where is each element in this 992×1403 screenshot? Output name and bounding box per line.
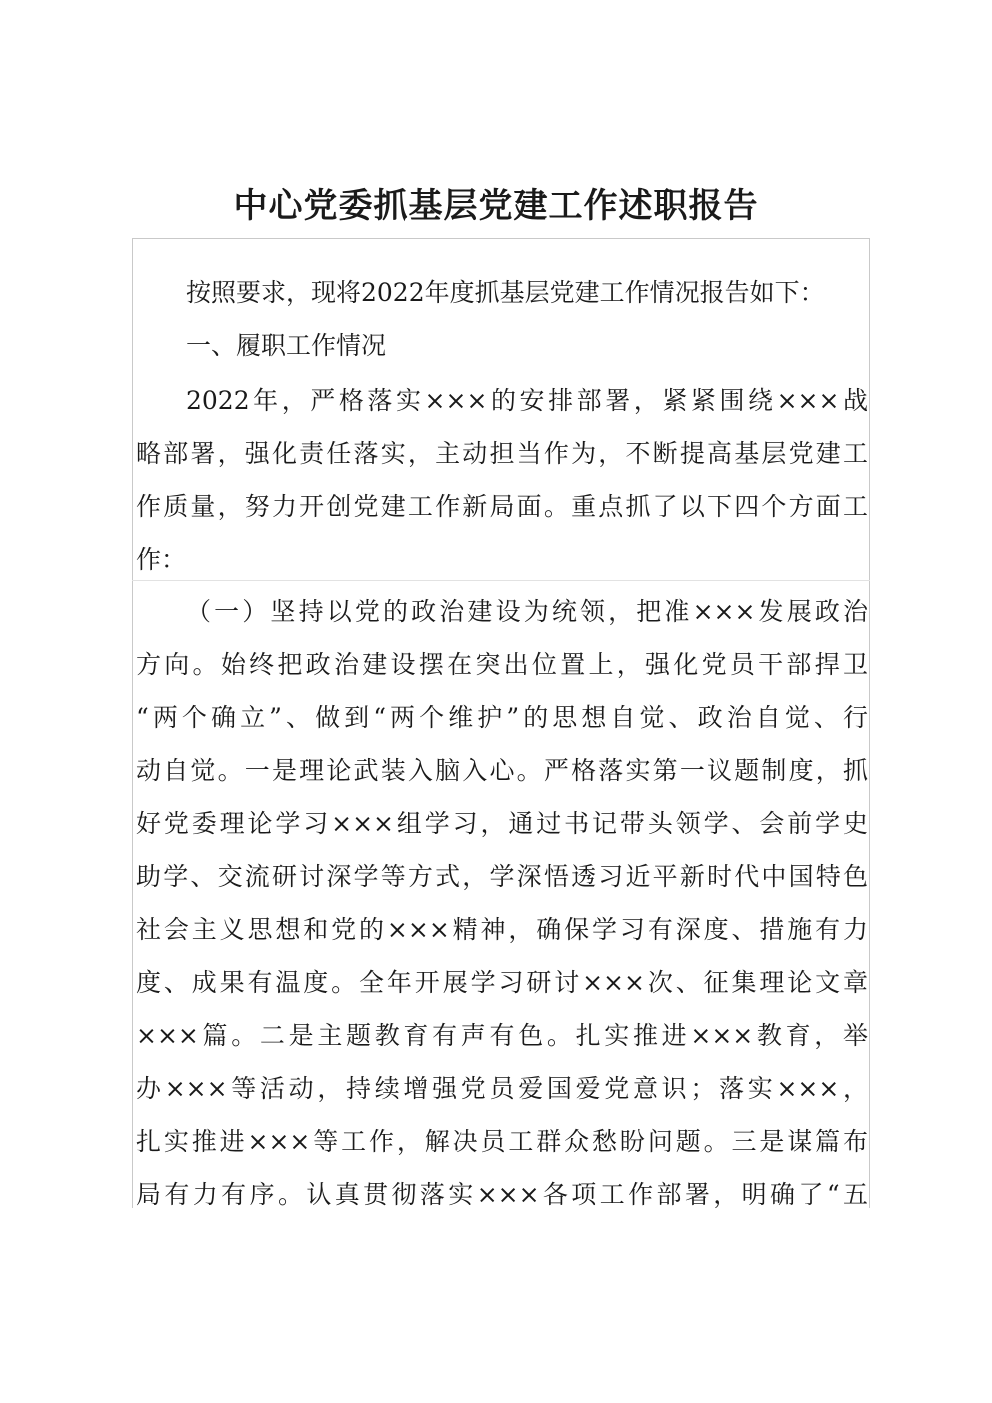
paragraph-line: 度、成果有温度。全年开展学习研讨×××次、征集理论文章 xyxy=(136,968,868,997)
paragraph-line: 扎实推进×××等工作，解决员工群众愁盼问题。三是谋篇布 xyxy=(136,1127,868,1156)
frame-right-border xyxy=(869,238,870,1208)
paragraph-line: 略部署，强化责任落实，主动担当作为，不断提高基层党建工 xyxy=(136,439,868,468)
paragraph-line: 动自觉。一是理论武装入脑入心。严格落实第一议题制度，抓 xyxy=(136,756,868,785)
paragraph-line: 社会主义思想和党的×××精神，确保学习有深度、措施有力 xyxy=(136,915,868,944)
paragraph-line: 作： xyxy=(136,545,187,574)
frame-top-border xyxy=(132,238,870,239)
paragraph-line: （一）坚持以党的政治建设为统领，把准×××发展政治 xyxy=(186,597,868,626)
paragraph-line: 方向。始终把政治建设摆在突出位置上，强化党员干部捍卫 xyxy=(136,650,868,679)
section-separator xyxy=(132,580,870,581)
document-title: 中心党委抓基层党建工作述职报告 xyxy=(233,186,759,226)
intro-line: 按照要求，现将2022年度抓基层党建工作情况报告如下： xyxy=(186,278,825,307)
frame-left-border xyxy=(132,238,133,1208)
section-heading: 一、履职工作情况 xyxy=(186,331,387,360)
paragraph-line: 作质量，努力开创党建工作新局面。重点抓了以下四个方面工 xyxy=(136,492,868,521)
paragraph-line: 办×××等活动，持续增强党员爱国爱党意识；落实×××， xyxy=(136,1074,868,1103)
paragraph-line: 2022年，严格落实×××的安排部署，紧紧围绕×××战 xyxy=(186,386,868,415)
paragraph-line: 好党委理论学习×××组学习，通过书记带头领学、会前学史 xyxy=(136,809,868,838)
paragraph-line: 局有力有序。认真贯彻落实×××各项工作部署，明确了“五 xyxy=(136,1180,868,1209)
paragraph-line: 助学、交流研讨深学等方式，学深悟透习近平新时代中国特色 xyxy=(136,862,868,891)
paragraph-line: “两个确立”、做到“两个维护”的思想自觉、政治自觉、行 xyxy=(136,703,868,732)
paragraph-line: ×××篇。二是主题教育有声有色。扎实推进×××教育，举 xyxy=(136,1021,868,1050)
